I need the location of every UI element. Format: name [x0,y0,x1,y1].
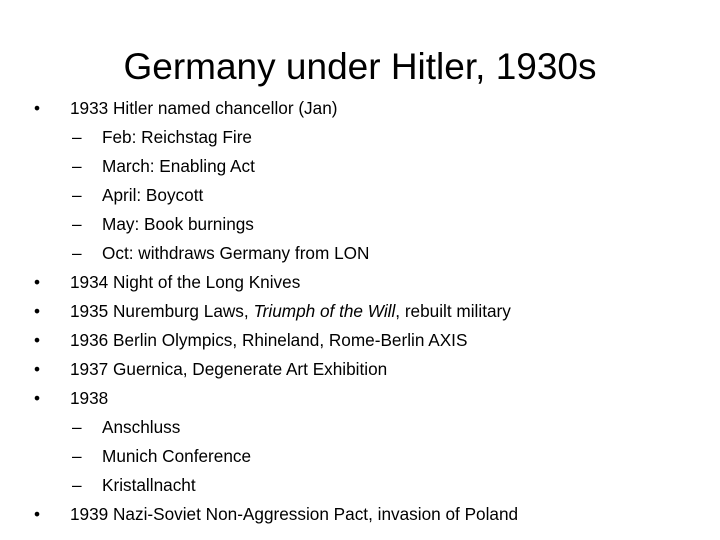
sub-item [34,239,704,268]
sub-item-text: Kristallnacht [102,475,196,495]
bullet-icon: • [34,359,41,379]
bullet-item [34,384,704,413]
dash-icon: – [72,127,82,147]
sub-item [34,413,704,442]
bullet-text: 1936 Berlin Olympics, Rhineland, Rome-Berlin AXIS [70,330,468,350]
sub-item [34,123,704,152]
dash-icon: – [72,185,82,205]
dash-icon: – [72,156,82,176]
slide-title: Germany under Hitler, 1930s [123,46,597,87]
sub-item-text: March: Enabling Act [102,156,255,176]
sub-item [34,442,704,471]
bullet-icon: • [34,301,41,321]
bullet-text-end: , rebuilt military [395,301,511,321]
bullet-icon: • [34,330,41,350]
bullet-icon: • [34,98,41,118]
sub-item-text: Oct: withdraws Germany from LON [102,243,370,263]
bullet-text: 1938 [70,388,109,408]
bullet-text-italic: Triumph of the Will [253,301,396,321]
bullet-list [34,94,704,529]
sub-item-text: May: Book burnings [102,214,254,234]
bullet-icon: • [34,272,41,292]
sub-item [34,471,704,500]
sub-item [34,210,704,239]
bullet-text: 1939 Nazi-Soviet Non-Aggression Pact, invasion of Poland [70,504,519,524]
bullet-item [34,268,704,297]
dash-icon: – [72,446,82,466]
bullet-item [34,500,704,529]
dash-icon: – [72,417,82,437]
sub-item-text: Feb: Reichstag Fire [102,127,252,147]
sub-item-text: Anschluss [102,417,181,437]
bullet-item [34,326,704,355]
sub-item [34,181,704,210]
sub-item-text: April: Boycott [102,185,204,205]
bullet-icon: • [34,388,41,408]
sub-item [34,152,704,181]
bullet-item [34,297,704,326]
bullet-item [34,355,704,384]
dash-icon: – [72,214,82,234]
bullet-text: 1937 Guernica, Degenerate Art Exhibition [70,359,388,379]
bullet-text-start: 1935 Nuremburg Laws, [70,301,254,321]
dash-icon: – [72,243,82,263]
sub-item-text: Munich Conference [102,446,252,466]
bullet-text: 1933 Hitler named chancellor (Jan) [70,98,338,118]
bullet-item [34,94,704,123]
bullet-text: 1934 Night of the Long Knives [70,272,301,292]
dash-icon: – [72,475,82,495]
bullet-icon: • [34,504,41,524]
